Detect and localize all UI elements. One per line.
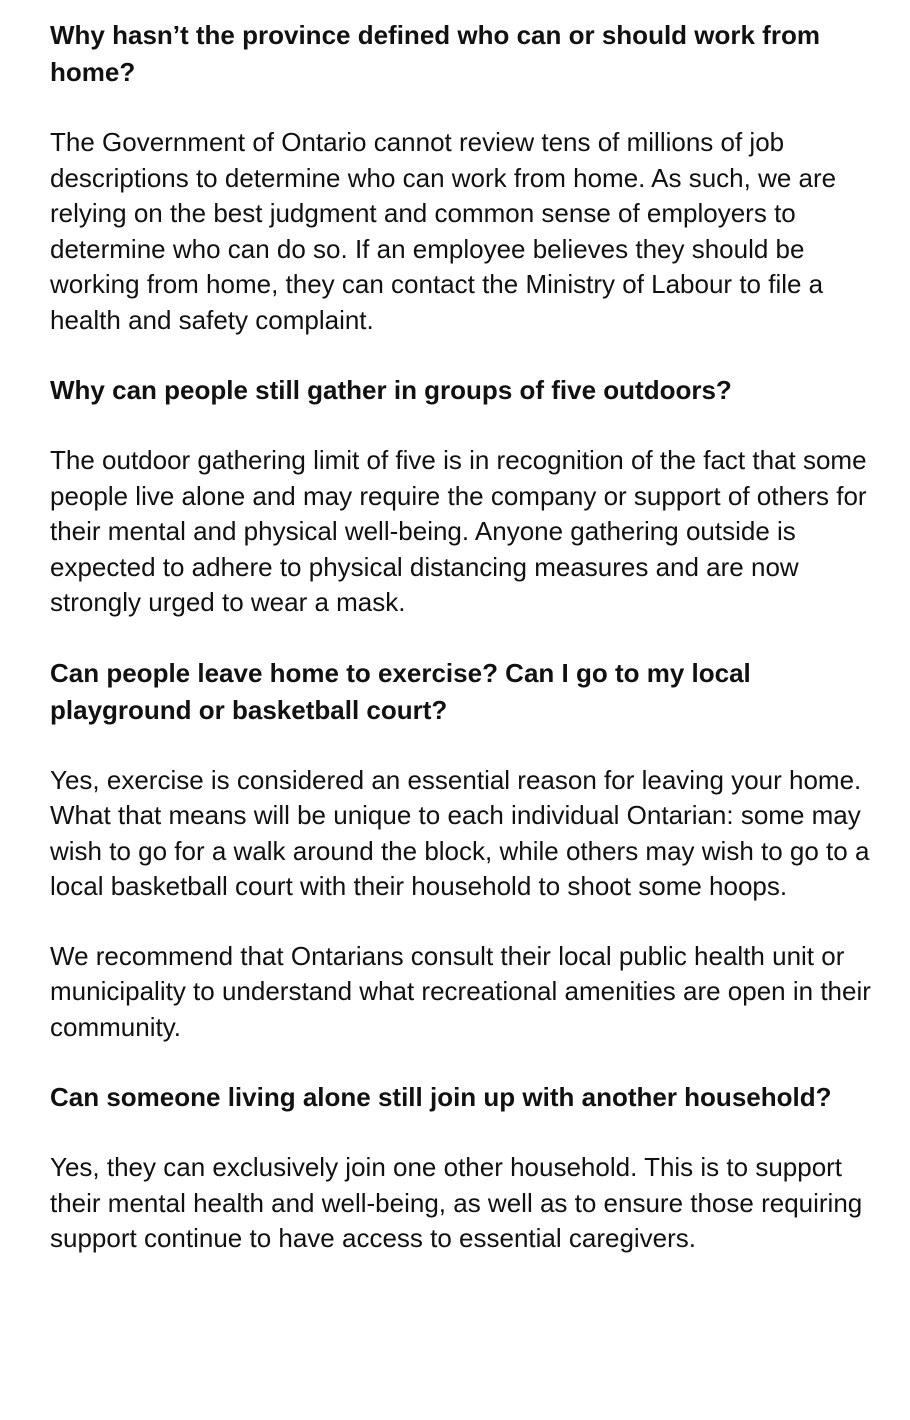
faq-answer-outdoor-gatherings: The outdoor gathering limit of five is in recognition of the fact that some people live alone and may require the company or support of others for their mental and physical well-being. Anyone gathering outside is expected to adhere to physical distancing measures and are now strongly urged to wear a mask. [50, 445, 867, 617]
faq-document [50, 17, 880, 1291]
faq-question-outdoor-gatherings: Why can people still gather in groups of five outdoors? [50, 375, 732, 405]
faq-question-exercise: Can people leave home to exercise? Can I go to my local playground or basketball court? [50, 657, 751, 725]
faq-question-work-from-home: Why hasn’t the province defined who can or should work from home? [50, 20, 820, 87]
faq-question-living-alone: Can someone living alone still join up with another household? [50, 1082, 832, 1112]
faq-answer-exercise: Yes, exercise is considered an essential reason for leaving your home. What that means will be unique to each individual Ontarian: some may wish to go for a walk around the block, while others may wish to go to a local basketball court with their household to shoot some hoops. [50, 764, 870, 901]
faq-answer-exercise-recommendation: We recommend that Ontarians consult their local public health unit or municipality to understand what recreational amenities are open in their community. [50, 940, 871, 1042]
faq-answer-living-alone: Yes, they can exclusively join one other household. This is to support their mental health and well-being, as well as to ensure those requiring support continue to have access to essential caregivers. [50, 1152, 863, 1253]
faq-answer-work-from-home: The Government of Ontario cannot review tens of millions of job descriptions to determine who can work from home. As such, we are relying on the best judgment and common sense of employers to determine who can do so. If an employee believes they should be working from home, they can contact the Ministry of Labour to file a health and safety complaint. [50, 127, 837, 335]
